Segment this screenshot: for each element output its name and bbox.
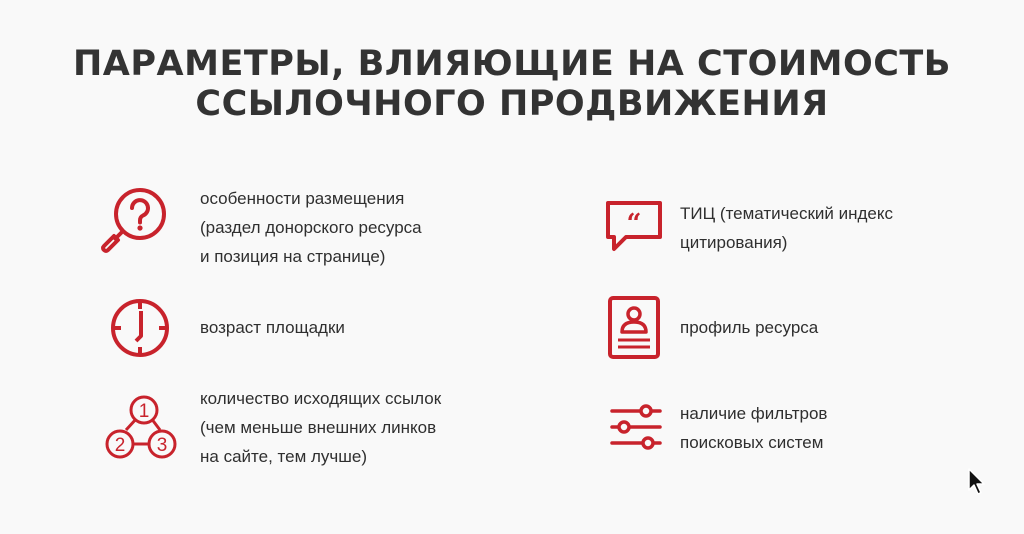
- title-line-1: ПАРАМЕТРЫ, ВЛИЯЮЩИЕ НА СТОИМОСТЬ: [73, 44, 951, 84]
- node-label: 1: [138, 401, 150, 422]
- item-outgoing-links-text: [200, 384, 441, 471]
- item-line: поисковых систем: [680, 433, 824, 452]
- item-search-filters-text: [680, 399, 827, 457]
- item-line: особенности размещения: [200, 189, 405, 208]
- svg-text:“: “: [626, 209, 642, 239]
- item-tic-text: [680, 199, 893, 257]
- item-line: наличие фильтров: [680, 404, 828, 423]
- magnifier-question-icon: [100, 184, 170, 264]
- item-line: и позиция на странице): [200, 247, 386, 266]
- node-label: 3: [156, 435, 168, 456]
- item-placement-text: [200, 184, 422, 271]
- item-site-age-text: [200, 313, 345, 342]
- item-line: профиль ресурса: [680, 318, 819, 337]
- profile-card-icon: [606, 295, 662, 361]
- item-resource-profile-text: [680, 313, 818, 342]
- item-line: ТИЦ (тематический индекс: [680, 204, 894, 223]
- quote-bubble-icon: [604, 199, 664, 255]
- item-line: на сайте, тем лучше): [200, 447, 368, 466]
- clock-icon: [106, 296, 174, 360]
- item-line: цитирования): [680, 233, 788, 252]
- title-line-2: ССЫЛОЧНОГО ПРОДВИЖЕНИЯ: [195, 84, 829, 124]
- filter-sliders-icon: [608, 402, 664, 452]
- node-label: 2: [114, 435, 126, 456]
- numbered-nodes-icon: [100, 392, 184, 466]
- mouse-cursor-icon: [966, 467, 988, 502]
- item-line: (раздел донорского ресурса: [200, 218, 422, 237]
- item-line: возраст площадки: [200, 318, 345, 337]
- item-line: количество исходящих ссылок: [200, 389, 442, 408]
- item-line: (чем меньше внешних линков: [200, 418, 437, 437]
- page-title: [0, 44, 1024, 124]
